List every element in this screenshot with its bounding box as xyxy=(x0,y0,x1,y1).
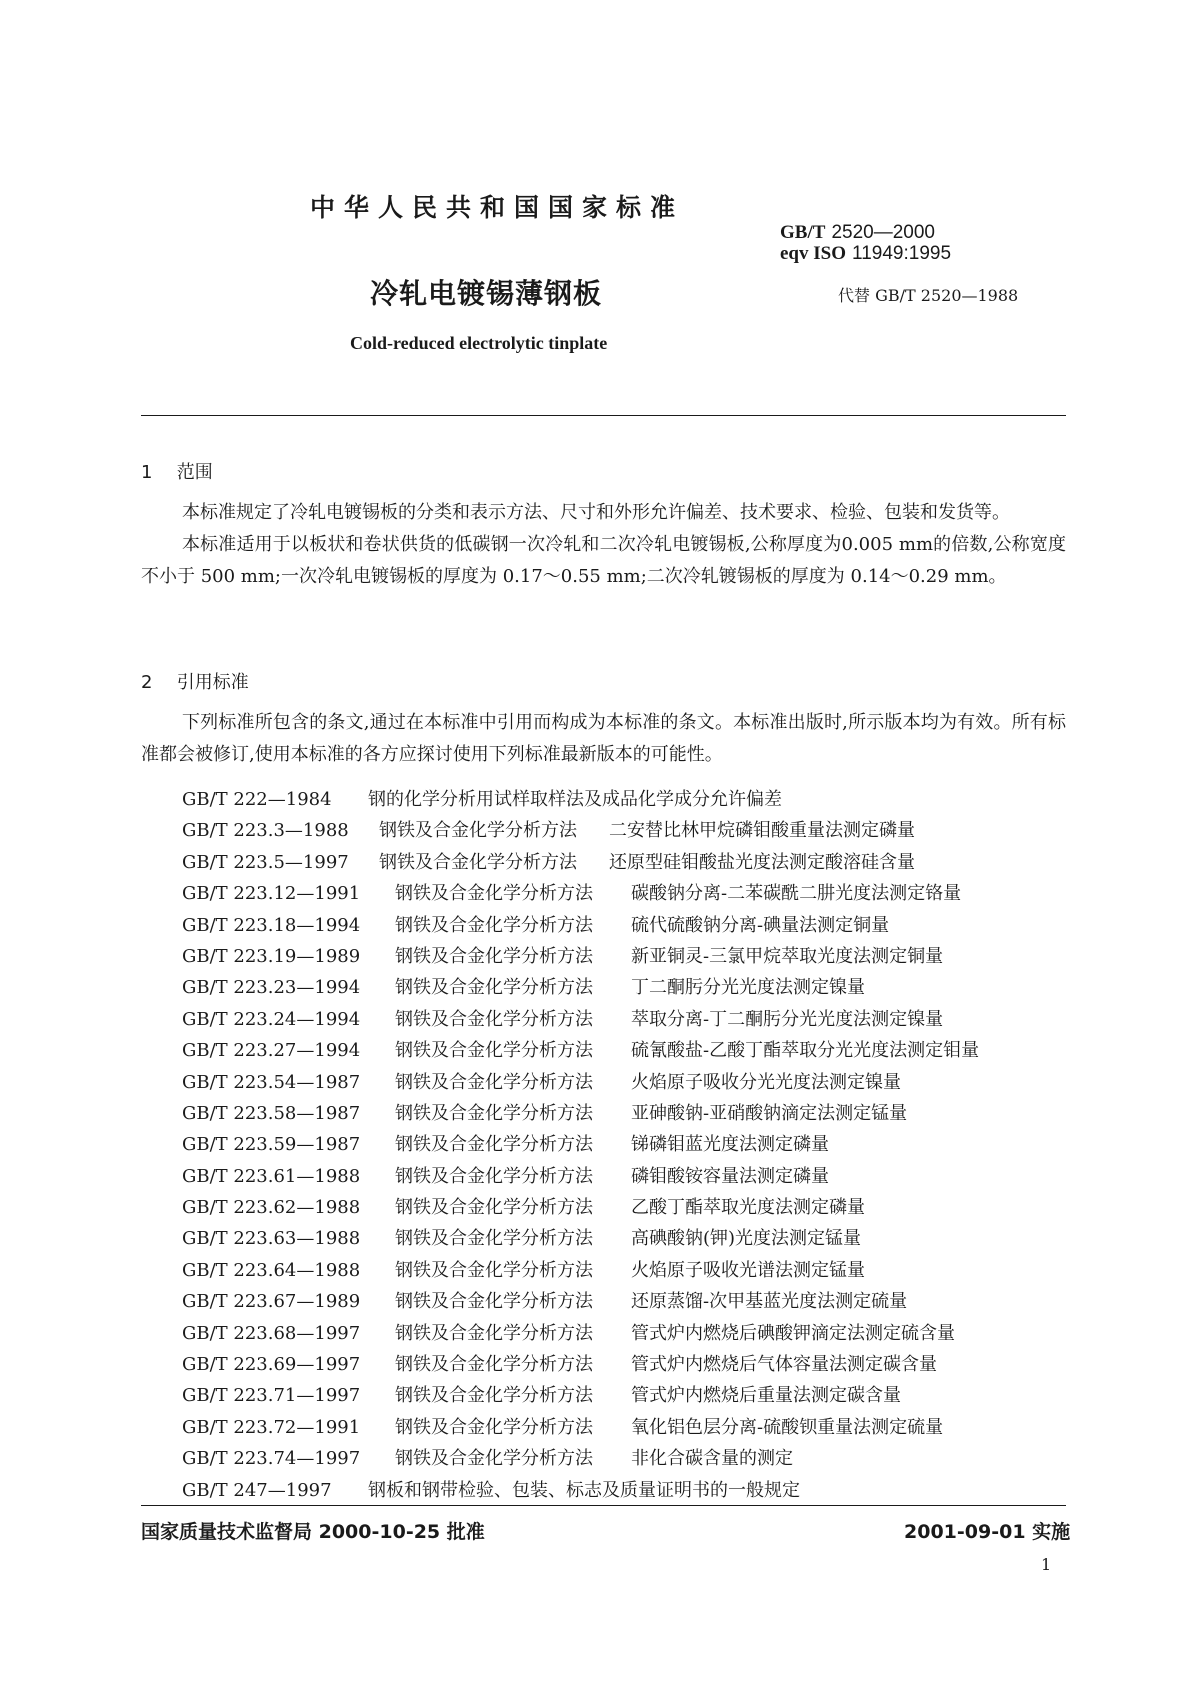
reference-method: 钢铁及合金化学分析方法 xyxy=(395,1322,593,1344)
section-1-paragraph-2: 本标准适用于以板状和卷状供货的低碳钢一次冷轧和二次冷轧电镀锡板,公称厚度为0.005 mm的倍数,公称宽度不小于 500 mm;一次冷轧电镀锡板的厚度为 0.17～0.55 mm;二次冷轧镀锡板的厚度为 0.14～0.29 mm。 xyxy=(141,534,1066,587)
reference-item xyxy=(182,1412,979,1443)
reference-method: 钢铁及合金化学分析方法 xyxy=(395,945,593,967)
reference-code: GB/T 223.24—1994 xyxy=(182,1008,361,1030)
reference-method: 钢铁及合金化学分析方法 xyxy=(395,1134,593,1156)
reference-item xyxy=(182,910,979,941)
reference-item xyxy=(182,1286,979,1317)
reference-item xyxy=(182,1380,979,1411)
section-1-body xyxy=(141,497,1066,593)
reference-detail: 二安替比林甲烷磷钼酸重量法测定磷量 xyxy=(609,820,915,842)
footer-divider xyxy=(141,1505,1066,1506)
reference-code: GB/T 223.5—1997 xyxy=(182,851,349,873)
reference-detail: 火焰原子吸收光谱法测定锰量 xyxy=(631,1259,865,1281)
reference-method: 钢铁及合金化学分析方法 xyxy=(395,1228,593,1250)
reference-method: 钢铁及合金化学分析方法 xyxy=(395,1259,593,1281)
reference-detail: 萃取分离-丁二酮肟分光光度法测定镍量 xyxy=(631,1008,944,1030)
reference-code: GB/T 223.3—1988 xyxy=(182,820,349,842)
reference-detail: 硫氰酸盐-乙酸丁酯萃取分光光度法测定钼量 xyxy=(631,1040,980,1062)
reference-method: 钢铁及合金化学分析方法 xyxy=(395,1291,593,1313)
reference-method: 钢铁及合金化学分析方法 xyxy=(395,883,593,905)
equivalent-code: eqv ISO xyxy=(780,243,846,264)
reference-detail: 非化合碳含量的测定 xyxy=(631,1448,793,1470)
section-1-number: 1 xyxy=(141,462,153,483)
reference-item xyxy=(182,1475,979,1506)
reference-item xyxy=(182,847,979,878)
reference-method: 钢铁及合金化学分析方法 xyxy=(395,914,593,936)
reference-item xyxy=(182,941,979,972)
standard-number-block xyxy=(780,222,951,264)
equivalent-number: 11949:1995 xyxy=(852,243,952,264)
reference-item xyxy=(182,1349,979,1380)
section-2-intro: 下列标准所包含的条文,通过在本标准中引用而构成为本标准的条文。本标准出版时,所示版本均为有效。所有标准都会被修订,使用本标准的各方应探讨使用下列标准最新版本的可能性。 xyxy=(141,712,1066,765)
document-subtitle-english: Cold-reduced electrolytic tinplate xyxy=(350,333,608,353)
reference-item xyxy=(182,1004,979,1035)
reference-method: 钢铁及合金化学分析方法 xyxy=(395,1197,593,1219)
reference-detail: 锑磷钼蓝光度法测定磷量 xyxy=(631,1134,829,1156)
section-1-paragraph-1: 本标准规定了冷轧电镀锡板的分类和表示方法、尺寸和外形允许偏差、技术要求、检验、包装和发货等。 xyxy=(182,502,1010,523)
section-2-title: 引用标准 xyxy=(176,672,249,693)
reference-item xyxy=(182,1318,979,1349)
reference-item xyxy=(182,1129,979,1160)
document-title: 冷轧电镀锡薄钢板 xyxy=(370,277,603,310)
reference-code: GB/T 223.19—1989 xyxy=(182,945,361,967)
reference-item xyxy=(182,1443,979,1474)
reference-detail: 还原型硅钼酸盐光度法测定酸溶硅含量 xyxy=(609,851,915,873)
section-2-heading xyxy=(141,668,249,694)
reference-method: 钢铁及合金化学分析方法 xyxy=(379,820,577,842)
reference-code: GB/T 223.59—1987 xyxy=(182,1134,361,1156)
reference-detail: 硫代硫酸钠分离-碘量法测定铜量 xyxy=(631,914,890,936)
reference-detail: 碳酸钠分离-二苯碳酰二肼光度法测定铬量 xyxy=(631,883,962,905)
section-1-title: 范围 xyxy=(176,462,213,483)
reference-detail: 丁二酮肟分光光度法测定镍量 xyxy=(631,977,865,999)
effective-date-line: 2001-09-01 实施 xyxy=(904,1521,1071,1543)
reference-detail: 高碘酸钠(钾)光度法测定锰量 xyxy=(631,1228,862,1250)
reference-code: GB/T 223.71—1997 xyxy=(182,1385,361,1407)
reference-item xyxy=(182,1255,979,1286)
reference-code: GB/T 223.68—1997 xyxy=(182,1322,361,1344)
reference-method: 钢铁及合金化学分析方法 xyxy=(395,1385,593,1407)
reference-method: 钢铁及合金化学分析方法 xyxy=(395,1165,593,1187)
reference-method: 钢铁及合金化学分析方法 xyxy=(395,1448,593,1470)
reference-detail: 新亚铜灵-三氯甲烷萃取光度法测定铜量 xyxy=(631,945,944,967)
reference-detail: 乙酸丁酯萃取光度法测定磷量 xyxy=(631,1197,865,1219)
reference-code: GB/T 223.69—1997 xyxy=(182,1354,361,1376)
reference-title: 钢的化学分析用试样取样法及成品化学成分允许偏差 xyxy=(368,789,782,810)
reference-code: GB/T 223.74—1997 xyxy=(182,1448,361,1470)
reference-code: GB/T 222—1984 xyxy=(182,789,332,810)
standard-number xyxy=(780,222,951,243)
reference-code: GB/T 223.12—1991 xyxy=(182,883,361,905)
section-1-heading xyxy=(141,458,213,484)
reference-item xyxy=(182,1223,979,1254)
reference-code: GB/T 223.62—1988 xyxy=(182,1197,361,1219)
reference-item xyxy=(182,784,979,815)
reference-item xyxy=(182,815,979,846)
page-number: 1 xyxy=(1041,1555,1052,1574)
reference-method: 钢铁及合金化学分析方法 xyxy=(395,1416,593,1438)
reference-detail: 磷钼酸铵容量法测定磷量 xyxy=(631,1165,829,1187)
reference-detail: 亚砷酸钠-亚硝酸钠滴定法测定锰量 xyxy=(631,1102,908,1124)
reference-code: GB/T 223.18—1994 xyxy=(182,914,361,936)
reference-method: 钢铁及合金化学分析方法 xyxy=(395,977,593,999)
reference-method: 钢铁及合金化学分析方法 xyxy=(395,1071,593,1093)
reference-detail: 管式炉内燃烧后气体容量法测定碳含量 xyxy=(631,1354,937,1376)
reference-method: 钢铁及合金化学分析方法 xyxy=(379,851,577,873)
reference-detail: 管式炉内燃烧后碘酸钾滴定法测定硫含量 xyxy=(631,1322,955,1344)
reference-code: GB/T 223.27—1994 xyxy=(182,1040,361,1062)
reference-code: GB/T 223.63—1988 xyxy=(182,1228,361,1250)
section-2-body xyxy=(141,707,1066,771)
reference-method: 钢铁及合金化学分析方法 xyxy=(395,1008,593,1030)
equivalent-standard xyxy=(780,243,951,264)
reference-item xyxy=(182,1192,979,1223)
reference-item xyxy=(182,1067,979,1098)
reference-item xyxy=(182,1035,979,1066)
reference-list xyxy=(182,784,979,1506)
approval-line: 国家质量技术监督局 2000-10-25 批准 xyxy=(141,1521,485,1543)
reference-detail: 火焰原子吸收分光光度法测定镍量 xyxy=(631,1071,901,1093)
reference-code: GB/T 223.64—1988 xyxy=(182,1259,361,1281)
header-divider xyxy=(141,415,1066,416)
reference-method: 钢铁及合金化学分析方法 xyxy=(395,1354,593,1376)
reference-code: GB/T 247—1997 xyxy=(182,1479,332,1501)
reference-detail: 氧化铝色层分离-硫酸钡重量法测定硫量 xyxy=(631,1416,944,1438)
standard-number-value: 2520—2000 xyxy=(831,222,935,243)
reference-detail: 管式炉内燃烧后重量法测定碳含量 xyxy=(631,1385,901,1407)
reference-code: GB/T 223.23—1994 xyxy=(182,977,361,999)
standard-code: GB/T xyxy=(780,222,826,243)
national-standard-title: 中华人民共和国国家标准 xyxy=(310,193,685,222)
replaces-standard: 代替 GB/T 2520—1988 xyxy=(838,286,1019,305)
reference-method: 钢铁及合金化学分析方法 xyxy=(395,1102,593,1124)
reference-method: 钢铁及合金化学分析方法 xyxy=(395,1040,593,1062)
section-2-number: 2 xyxy=(141,672,153,693)
reference-code: GB/T 223.67—1989 xyxy=(182,1291,361,1313)
reference-item xyxy=(182,1098,979,1129)
reference-code: GB/T 223.58—1987 xyxy=(182,1102,361,1124)
reference-code: GB/T 223.61—1988 xyxy=(182,1165,361,1187)
reference-title: 钢板和钢带检验、包装、标志及质量证明书的一般规定 xyxy=(368,1479,800,1501)
reference-code: GB/T 223.54—1987 xyxy=(182,1071,361,1093)
reference-item xyxy=(182,878,979,909)
reference-code: GB/T 223.72—1991 xyxy=(182,1416,361,1438)
reference-item xyxy=(182,1161,979,1192)
reference-detail: 还原蒸馏-次甲基蓝光度法测定硫量 xyxy=(631,1291,908,1313)
reference-item xyxy=(182,972,979,1003)
